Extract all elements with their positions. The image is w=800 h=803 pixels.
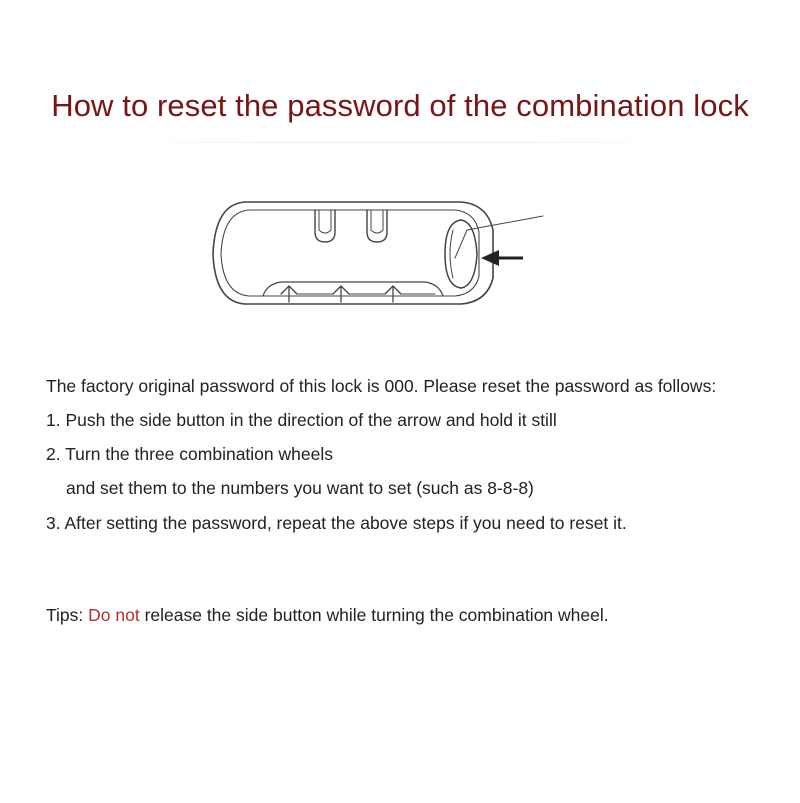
tips-suffix: release the side button while turning the combination wheel.: [139, 605, 609, 625]
step-2: 2. Turn the three combination wheels: [46, 444, 333, 464]
tips-highlight: Do not: [88, 605, 140, 625]
arrow-left-icon: [481, 250, 523, 266]
tips-line: [46, 605, 609, 626]
intro-text: The factory original password of this lock is 000. Please reset the password as follows:: [46, 376, 717, 396]
combination-lock-icon: [205, 190, 565, 320]
tips-prefix: Tips:: [46, 605, 89, 625]
step-1: 1. Push the side button in the direction of the arrow and hold it still: [46, 410, 557, 430]
step-3: 3. After setting the password, repeat the above steps if you need to reset it.: [46, 513, 627, 533]
title-divider: [130, 142, 670, 143]
page-title: How to reset the password of the combination lock: [51, 88, 749, 123]
step-2-continuation: and set them to the numbers you want to set (such as 8-8-8): [66, 478, 534, 498]
